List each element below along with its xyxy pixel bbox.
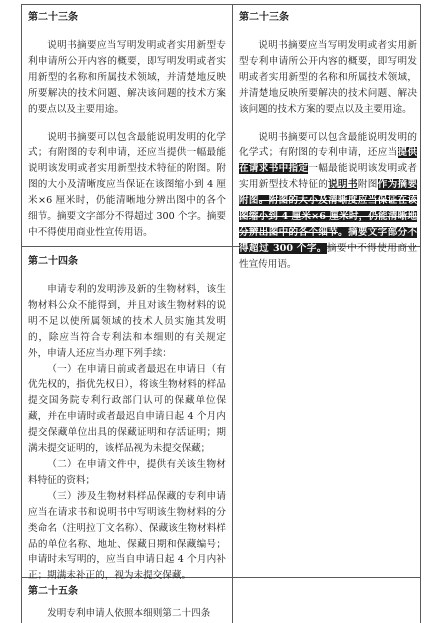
list-item: （二）在申请文件中，提供有关该生物材料特征的资料； xyxy=(28,458,226,486)
paragraph: 说明书摘要应当写明发明或者实用新型专利申请所公开内容的概要，即写明发明或者实用新型的名称和所属技术领域，并清楚地反映所要解决的技术问题、解决该问题的技术方案的要点以及主要用途。 xyxy=(239,40,417,115)
paragraph: 说明书摘要应当写明发明或者实用新型专利申请所公开内容的概要，即写明发明或者实用新型的名称和所属技术领域，并清楚地反映所要解决的技术问题、解决该问题的技术方案的要点以及主要用途。 xyxy=(28,40,226,115)
text-span: 附图 xyxy=(357,179,378,191)
paragraph: 发明专利申请人依照本细则第二十四条 xyxy=(47,608,211,619)
added-text: 作为摘要附图 xyxy=(239,179,417,207)
article-title: 第二十三条 xyxy=(239,12,289,23)
list-item: （一）在申请日前或者最迟在申请日（有优先权的，指优先权日），将该生物材料的样品提交国务院专利行政部门认可的保藏单位保藏，并在申请时或者最迟自申请日起 4 个月内提交保藏单位出具的保藏证明和存活证明；期满未提交证明的，该样品视为未提交保藏； xyxy=(28,363,226,455)
added-text: 。摘要文字部分不得超过 300 个字。 xyxy=(239,226,417,254)
added-text: 提供在请求书中指定 xyxy=(239,147,417,175)
text-span: 一幅最能说明该发明或者实用新型技术特征的 xyxy=(239,163,417,191)
added-text: 说明书 xyxy=(328,179,358,191)
left-article-24 xyxy=(28,255,226,584)
article-title: 第二十三条 xyxy=(28,12,78,23)
article-title: 第二十四条 xyxy=(28,256,78,267)
left-article-25 xyxy=(28,585,226,622)
list-item: （三）涉及生物材料样品保藏的专利申请应当在请求书和说明书中写明该生物材料的分类命名（注明拉丁文名称）、保藏该生物材料样品的单位名称、地址、保藏日期和保藏编号；申请时未写明的，应当自申请日起 4 个月内补正；期满未补正的，视为未提交保藏。 xyxy=(28,490,226,582)
article-title: 第二十五条 xyxy=(28,586,78,597)
left-article-23 xyxy=(28,11,226,241)
text-span: 说明书摘要可以包含最能说明发明的化学式；有附图的专利申请，还应当 xyxy=(239,131,417,159)
revised-paragraph xyxy=(239,130,417,273)
comparison-table xyxy=(21,4,421,623)
text-span: 摘要中不得使用商业性宣传用语。 xyxy=(239,242,417,270)
deleted-text: 。附图的大小及清晰度应当保证在该图缩小到 4 厘米×6 厘米时，仍能清晰地分辨出图中的各个细节 xyxy=(239,195,417,238)
paragraph: 说明书摘要可以包含最能说明发明的化学式；有附图的专利申请，还应当提供一幅最能说明该发明或者实用新型技术特征的附图。附图的大小及清晰度应当保证在该图缩小到 4 厘米×6 厘米时，仍能清晰地分辨出图中的各个细节。摘要文字部分不得超过 300 个字。摘要中不得使用商业性宣传用语。 xyxy=(28,131,226,238)
paragraph: 申请专利的发明涉及新的生物材料，该生物材料公众不能得到，并且对该生物材料的说明不足以使所属领域的技术人员实施其发明的，除应当符合专利法和本细则的有关规定外，申请人还应当办理下列手续： xyxy=(28,284,226,359)
column-divider xyxy=(232,5,233,623)
right-article-23 xyxy=(239,11,417,273)
